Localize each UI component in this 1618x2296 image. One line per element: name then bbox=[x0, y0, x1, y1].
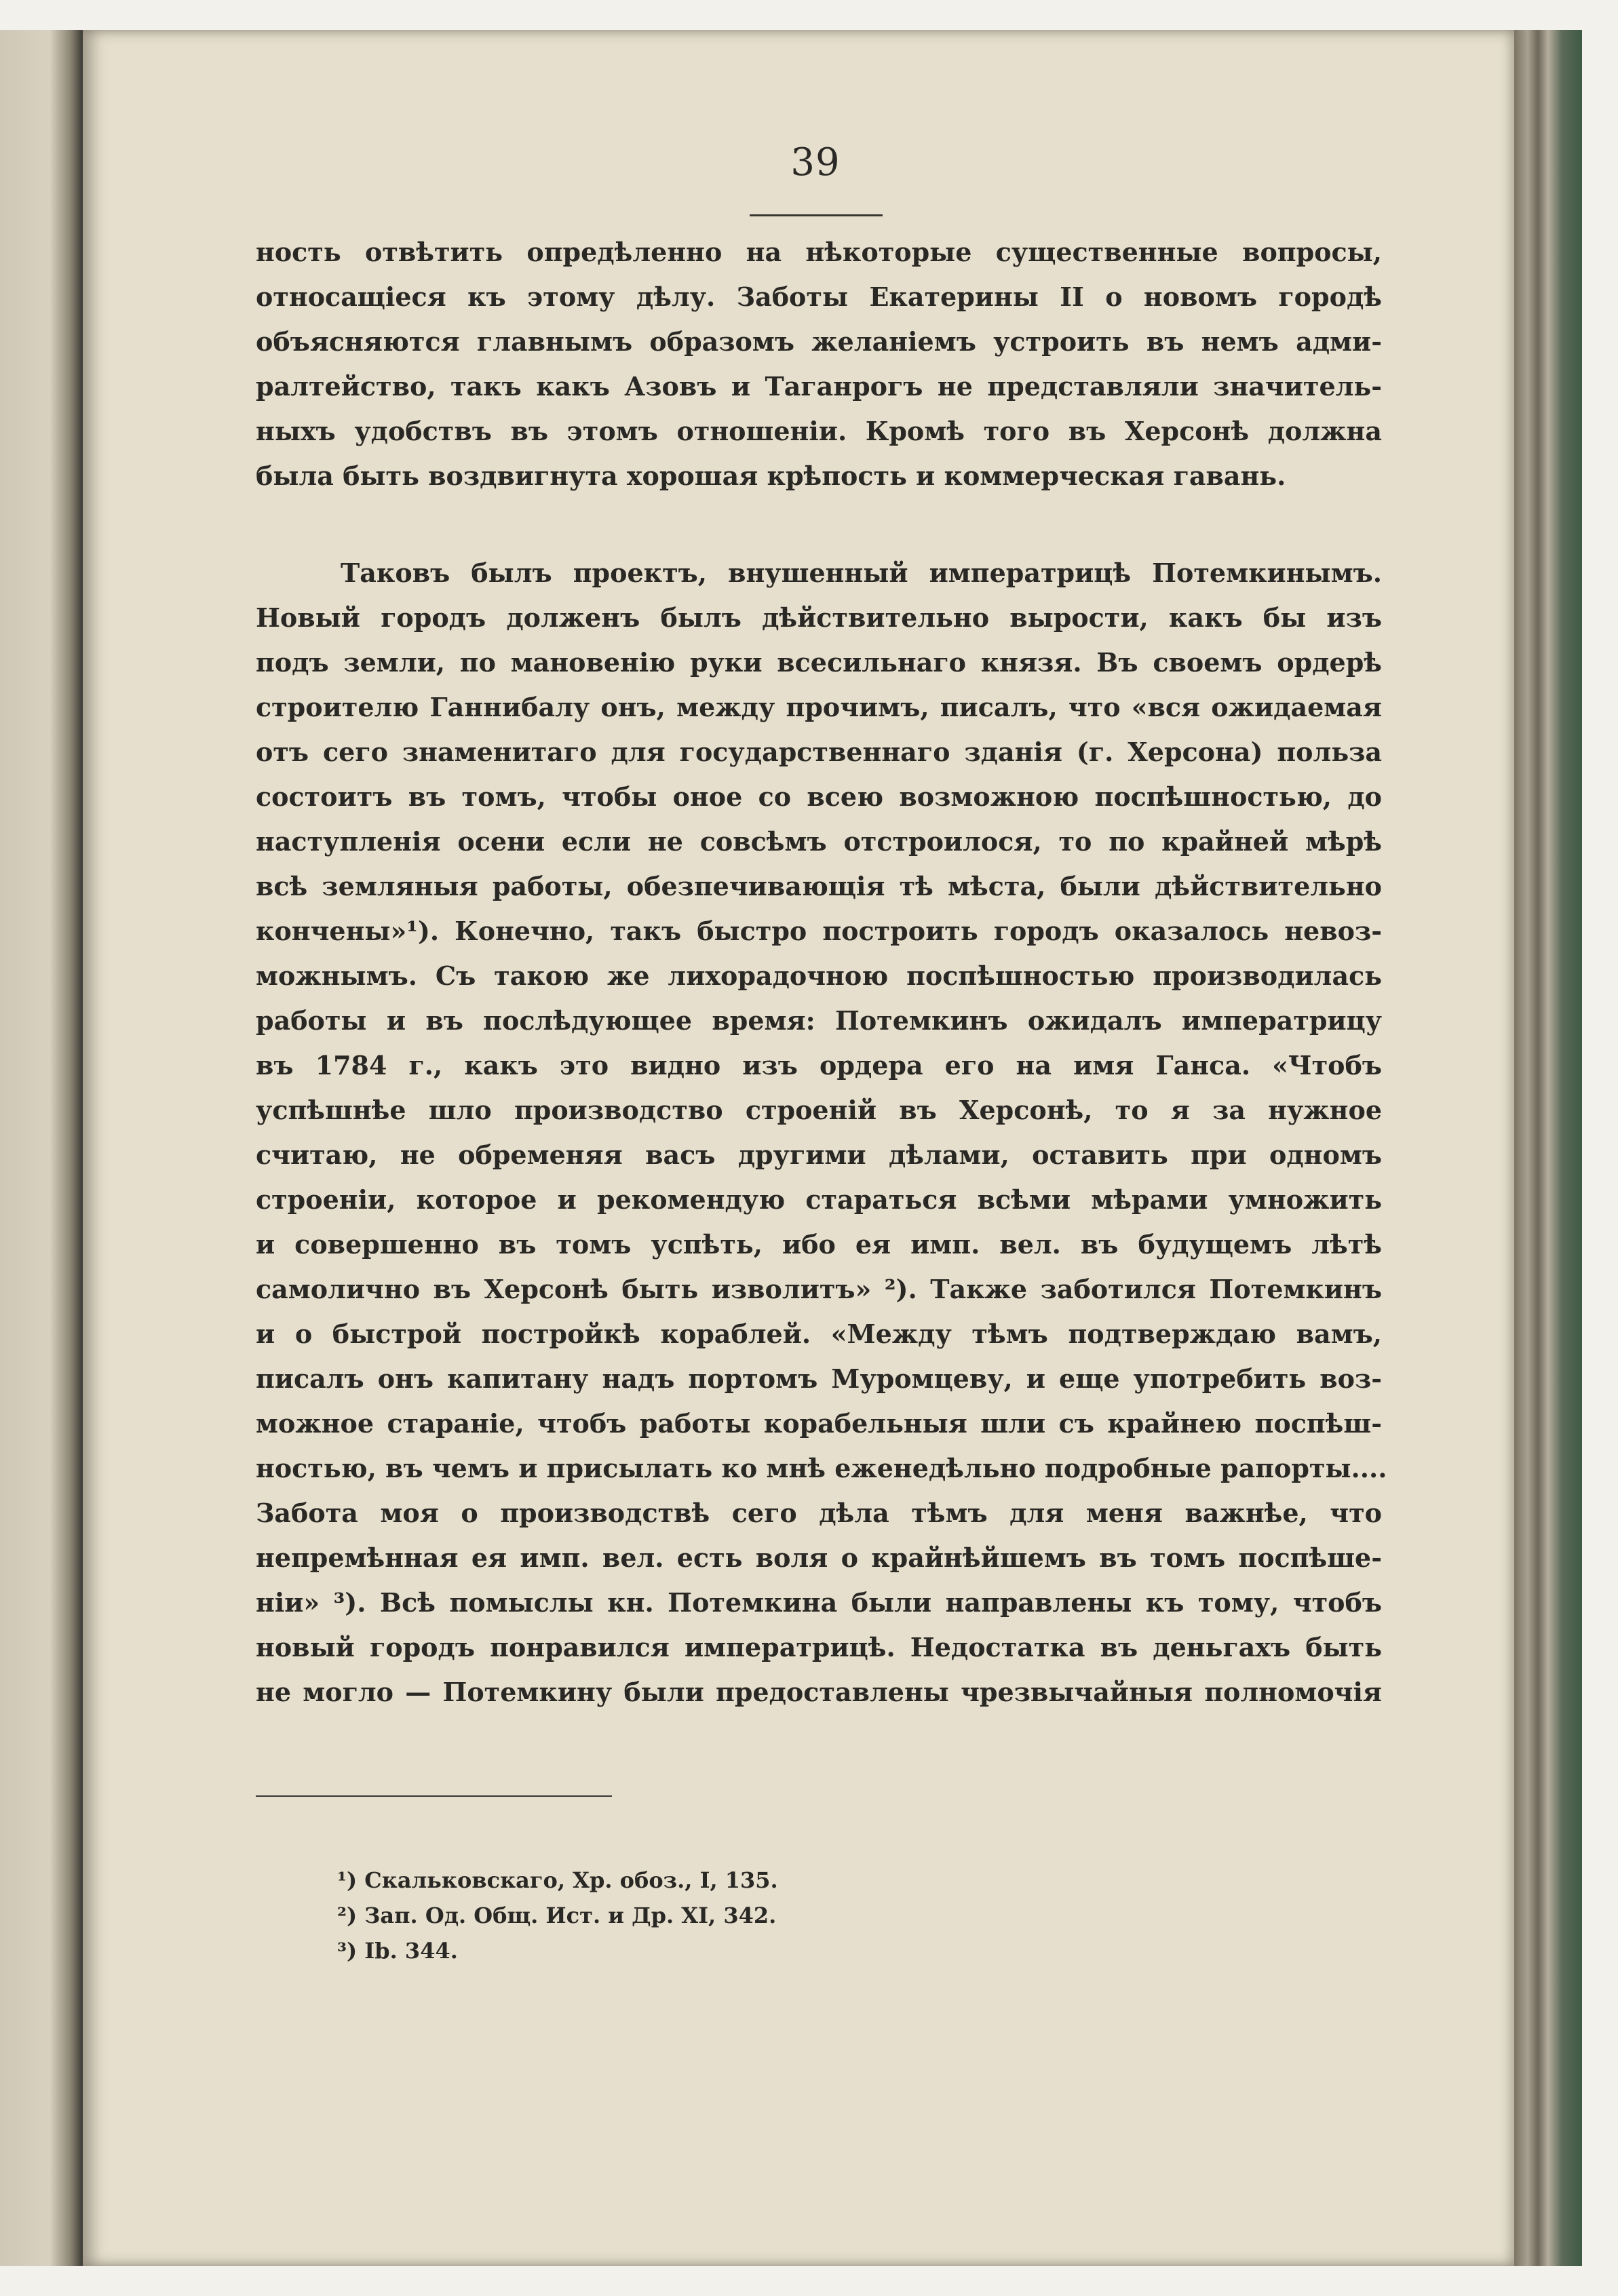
footnote: ¹) Скальковскаго, Хр. обоз., I, 135. bbox=[337, 1867, 778, 1893]
page-number-rule bbox=[750, 214, 883, 216]
text-line: кончены»¹). Конечно, такъ быстро построить городъ оказалось невоз- bbox=[256, 916, 1382, 946]
text-line: новый городъ понравился императрицѣ. Недостатка въ деньгахъ быть bbox=[256, 1632, 1382, 1662]
text-line: Таковъ былъ проектъ, внушенный императрицѣ Потемкинымъ. bbox=[341, 558, 1382, 588]
text-line: въ 1784 г., какъ это видно изъ ордера его на имя Ганса. «Чтобъ bbox=[256, 1050, 1382, 1081]
text-line: ныхъ удобствъ въ этомъ отношеніи. Кромѣ того въ Херсонѣ должна bbox=[256, 416, 1382, 446]
text-line: можное стараніе, чтобъ работы корабельныя шли съ крайнею поспѣш- bbox=[256, 1408, 1382, 1439]
footnote: ³) Ib. 344. bbox=[337, 1938, 458, 1964]
text-line: ностью, въ чемъ и присылать ко мнѣ еженедѣльно подробные рапорты.... bbox=[256, 1453, 1387, 1483]
text-line: Забота моя о производствѣ сего дѣла тѣмъ для меня важнѣе, что bbox=[256, 1498, 1382, 1528]
text-line: отъ сего знаменитаго для государственнаго зданія (г. Херсона) польза bbox=[256, 737, 1382, 767]
text-line: состоитъ въ томъ, чтобы оное со всею возможною поспѣшностью, до bbox=[256, 781, 1382, 812]
text-line: и о быстрой постройкѣ кораблей. «Между тѣмъ подтверждаю вамъ, bbox=[256, 1319, 1382, 1349]
text-line: наступленія осени если не совсѣмъ отстроилося, то по крайней мѣрѣ bbox=[256, 826, 1382, 857]
text-line: писалъ онъ капитану надъ портомъ Муромцеву, и еще употребить воз- bbox=[256, 1363, 1382, 1394]
text-line: работы и въ послѣдующее время: Потемкинъ ожидалъ императрицу bbox=[256, 1005, 1382, 1036]
text-line: была быть воздвигнута хорошая крѣпость и коммерческая гавань. bbox=[256, 461, 1286, 491]
footnote-rule bbox=[256, 1795, 612, 1797]
text-line: считаю, не обременяя васъ другими дѣлами, оставить при одномъ bbox=[256, 1140, 1382, 1170]
text-line: ность отвѣтить опредѣленно на нѣкоторые существенные вопросы, bbox=[256, 237, 1382, 267]
scan-margin-right bbox=[1581, 0, 1618, 2296]
text-line: Новый городъ долженъ былъ дѣйствительно вырости, какъ бы изъ bbox=[256, 602, 1382, 633]
book-cover-edge bbox=[1514, 30, 1582, 2266]
text-line: можнымъ. Съ такою же лихорадочною поспѣшностью производилась bbox=[256, 960, 1382, 991]
text-line: относащіеся къ этому дѣлу. Заботы Екатерины II о новомъ городѣ bbox=[256, 281, 1382, 312]
text-line: подъ земли, по мановенію руки всесильнаго князя. Въ своемъ ордерѣ bbox=[256, 647, 1382, 678]
scan-margin-top bbox=[0, 0, 1618, 30]
text-line: не могло — Потемкину были предоставлены чрезвычайныя полномочія bbox=[256, 1677, 1382, 1707]
text-line: самолично въ Херсонѣ быть изволитъ» ²). Также заботился Потемкинъ bbox=[256, 1274, 1382, 1304]
text-line: объясняются главнымъ образомъ желаніемъ устроить въ немъ адми- bbox=[256, 326, 1382, 357]
footnote: ²) Зап. Од. Общ. Ист. и Др. XI, 342. bbox=[337, 1903, 777, 1928]
text-line: всѣ земляныя работы, обезпечивающія тѣ мѣста, были дѣйствительно bbox=[256, 871, 1382, 901]
page-number: 39 bbox=[790, 140, 841, 184]
text-line: ніи» ³). Всѣ помыслы кн. Потемкина были направлены къ тому, чтобъ bbox=[256, 1587, 1382, 1618]
text-line: успѣшнѣе шло производство строеній въ Херсонѣ, то я за нужное bbox=[256, 1095, 1382, 1125]
scan-margin-bottom bbox=[0, 2266, 1618, 2296]
text-line: и совершенно въ томъ успѣть, ибо ея имп. вел. въ будущемъ лѣтѣ bbox=[256, 1229, 1382, 1260]
facing-page-edge bbox=[0, 30, 83, 2266]
text-line: строеніи, которое и рекомендую стараться всѣми мѣрами умножить bbox=[256, 1184, 1382, 1215]
book-page bbox=[83, 30, 1514, 2266]
text-line: ралтейство, такъ какъ Азовъ и Таганрогъ не представляли значитель- bbox=[256, 371, 1382, 402]
text-line: непремѣнная ея имп. вел. есть воля о крайнѣйшемъ въ томъ поспѣше- bbox=[256, 1542, 1382, 1573]
text-line: строителю Ганнибалу онъ, между прочимъ, писалъ, что «вся ожидаемая bbox=[256, 692, 1382, 722]
